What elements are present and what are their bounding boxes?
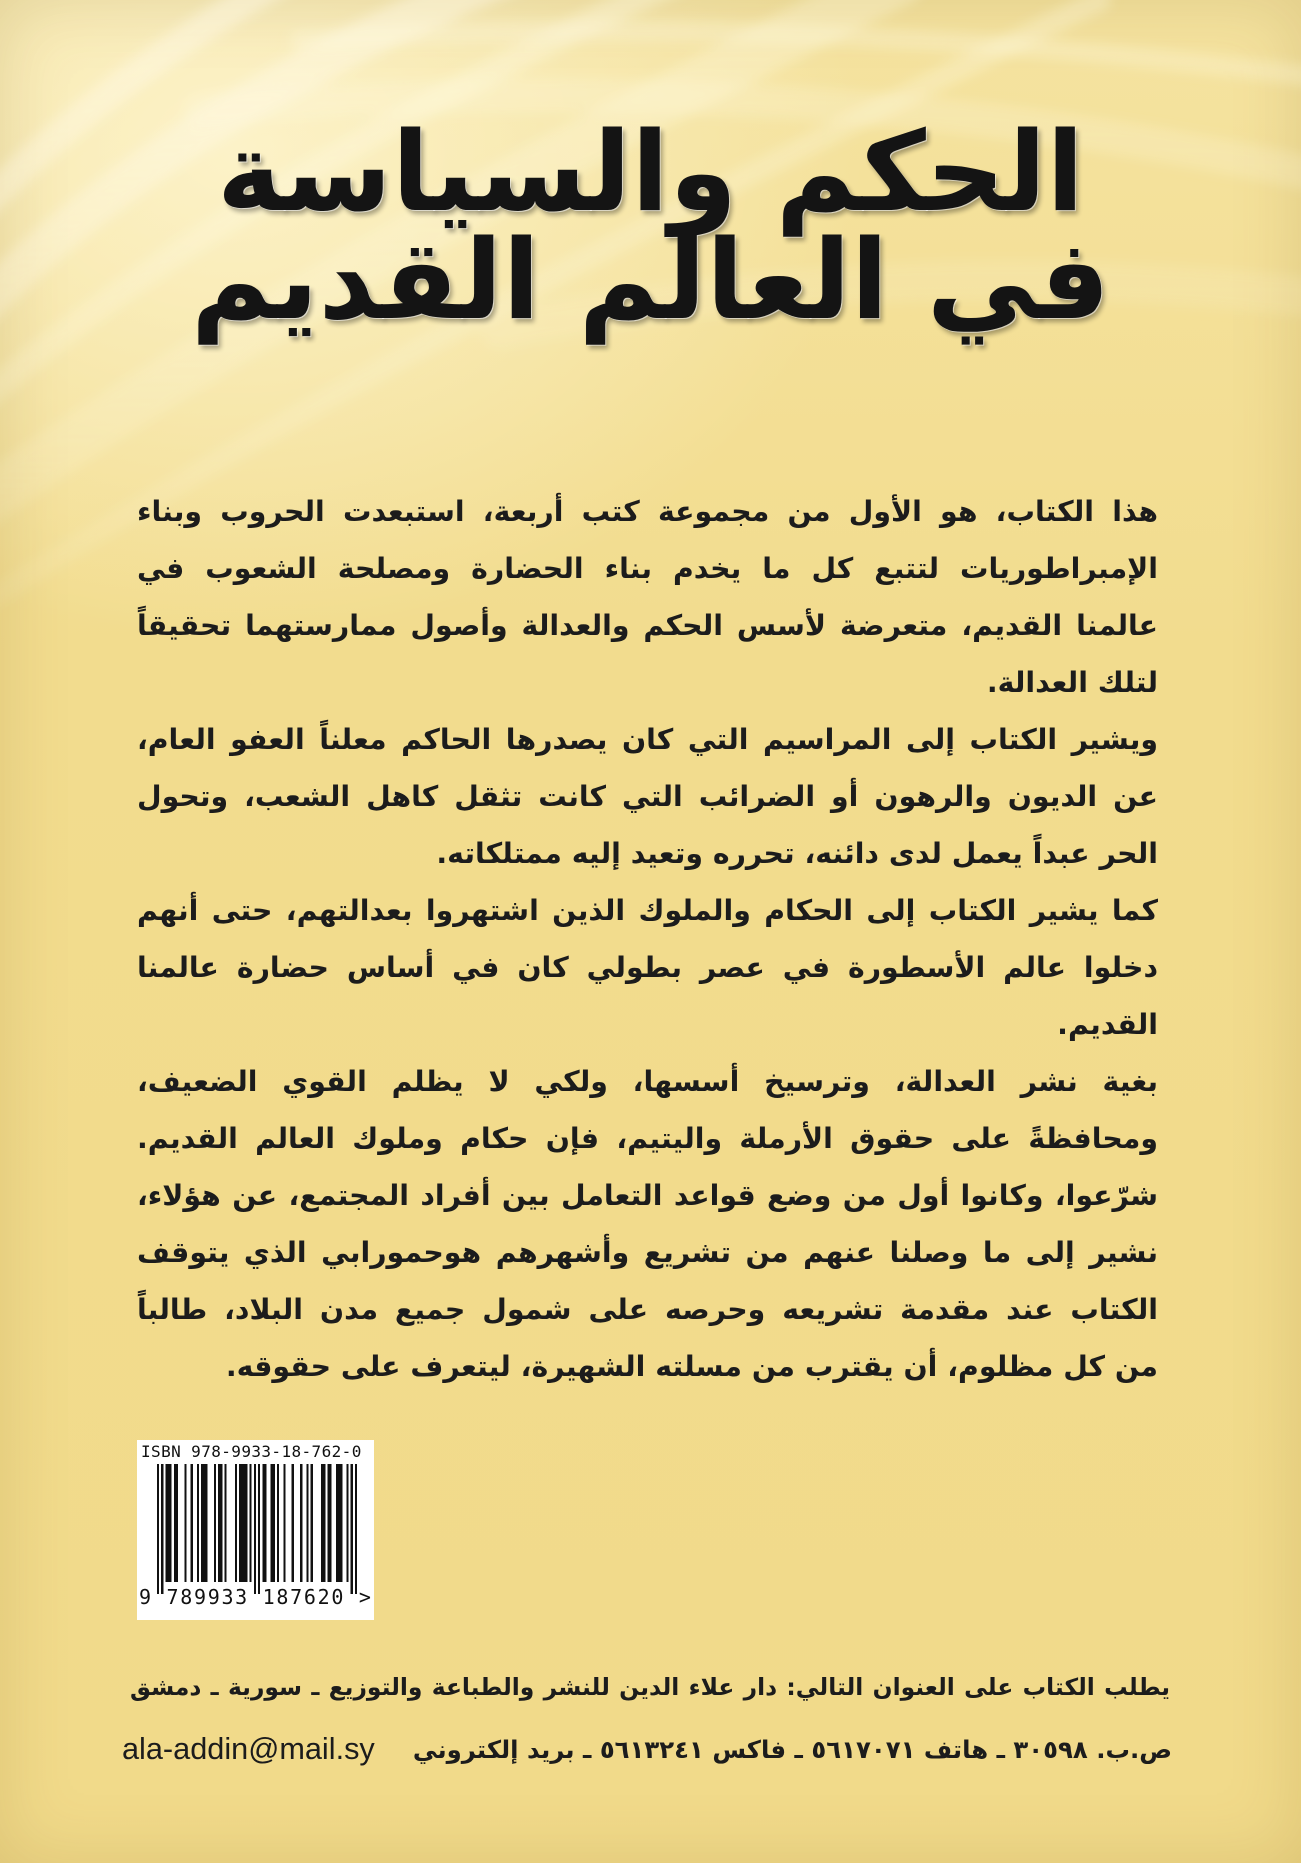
barcode-bar: [283, 1464, 285, 1582]
barcode-bar: [258, 1464, 260, 1594]
barcode-bar: [224, 1464, 226, 1582]
blurb-line: دخلوا عالم الأسطورة في عصر بطولي كان في أساس حضارة عالمنا: [137, 951, 1158, 984]
barcode-bar: [321, 1464, 325, 1582]
blurb-line: عن الديون والرهون أو الضرائب التي كانت تثقل كاهل الشعب، وتحول: [137, 780, 1158, 813]
barcode-bar: [311, 1464, 313, 1582]
barcode-bar: [336, 1464, 342, 1582]
isbn-barcode: [137, 1440, 374, 1620]
blurb-line: ويشير الكتاب إلى المراسيم التي كان يصدرها الحاكم معلناً العفو العام،: [137, 723, 1158, 756]
blurb-line: بغية نشر العدالة، وترسيخ أسسها، ولكي لا يظلم القوي الضعيف،: [137, 1065, 1158, 1098]
barcode-bar: [157, 1464, 159, 1594]
blurb-line: عالمنا القديم، متعرضة لأسس الحكم والعدالة وأصول ممارستهما تحقيقاً: [137, 609, 1158, 642]
barcode-bar: [197, 1464, 199, 1582]
blurb-paragraph: [137, 711, 1158, 882]
blurb-line: شرّعوا، وكانوا أول من وضع قواعد التعامل بين أفراد المجتمع، عن هؤلاء،: [137, 1179, 1158, 1212]
blurb-line: هذا الكتاب، هو الأول من مجموعة كتب أربعة، استبعدت الحروب وبناء: [137, 495, 1158, 528]
barcode-bar: [262, 1464, 266, 1582]
barcode-bar: [214, 1464, 216, 1582]
contact-email: ala-addin@mail.sy: [122, 1731, 375, 1766]
barcode-bar: [218, 1464, 222, 1582]
barcode-bar: [306, 1464, 308, 1582]
order-info-line: يطلب الكتاب على العنوان التالي: دار علاء الدين للنشر والطباعة والتوزيع ـ سورية ـ دمشق: [130, 1673, 1170, 1701]
barcode-bar: [292, 1464, 294, 1582]
blurb-line: الإمبراطوريات لتتبع كل ما يخدم بناء الحضارة ومصلحة الشعوب في: [137, 552, 1158, 585]
barcode-bar: [235, 1464, 237, 1582]
barcode-bar: [191, 1464, 193, 1582]
blurb-line: نشير إلى ما وصلنا عنهم من تشريع وأشهرهم هوحمورابي الذي يتوقف: [137, 1236, 1158, 1269]
isbn-label: ISBN 978-9933-18-762-0: [141, 1442, 362, 1461]
back-cover-blurb: [137, 483, 1158, 1395]
barcode-bar: [250, 1464, 252, 1582]
blurb-paragraph: [137, 483, 1158, 711]
blurb-paragraph: [137, 1053, 1158, 1395]
barcode-bar: [201, 1464, 207, 1582]
barcode-bars: [157, 1464, 357, 1594]
blurb-line: كما يشير الكتاب إلى الحكام والملوك الذين اشتهروا بعدالتهم، حتى أنهم: [137, 894, 1158, 927]
barcode-bar: [254, 1464, 256, 1594]
barcode-bar: [328, 1464, 332, 1582]
barcode-bar: [271, 1464, 275, 1582]
blurb-line: من كل مظلوم، أن يقترب من مسلته الشهيرة، ليتعرف على حقوقه.: [225, 1350, 1158, 1383]
barcode-bar: [351, 1464, 353, 1594]
contact-details: ص.ب. ٣٠٥٩٨ ـ هاتف ٥٦١٧٠٧١ ـ فاكس ٥٦١٣٢٤١ ـ بريد إلكتروني: [412, 1734, 1172, 1764]
title-line-1: الحكم والسياسة: [216, 108, 1085, 236]
contact-line: [122, 1722, 1172, 1776]
book-title: [0, 108, 1301, 344]
title-line-2: في العالم القديم: [190, 216, 1111, 344]
barcode-bar: [174, 1464, 178, 1582]
barcode-bar: [161, 1464, 163, 1594]
blurb-line: الكتاب عند مقدمة تشريعه وحرصه على شمول جميع مدن البلاد، طالباً: [137, 1293, 1158, 1326]
blurb-line: الحر عبداً يعمل لدى دائنه، تحرره وتعيد إليه ممتلكاته.: [436, 837, 1158, 870]
blurb-line: ومحافظةً على حقوق الأرملة واليتيم، فإن حكام وملوك العالم القديم.: [137, 1122, 1158, 1155]
blurb-line: لتلك العدالة.: [986, 666, 1158, 699]
barcode-bar: [300, 1464, 302, 1582]
barcode-bar: [184, 1464, 186, 1582]
barcode-digits: 9 789933 187620 >: [139, 1585, 373, 1609]
barcode-bar: [239, 1464, 247, 1582]
blurb-line: القديم.: [1057, 1008, 1158, 1041]
barcode-bar: [277, 1464, 279, 1582]
barcode-bar: [346, 1464, 348, 1582]
barcode-bar: [165, 1464, 171, 1582]
blurb-paragraph: [137, 882, 1158, 1053]
barcode-bar: [355, 1464, 357, 1594]
